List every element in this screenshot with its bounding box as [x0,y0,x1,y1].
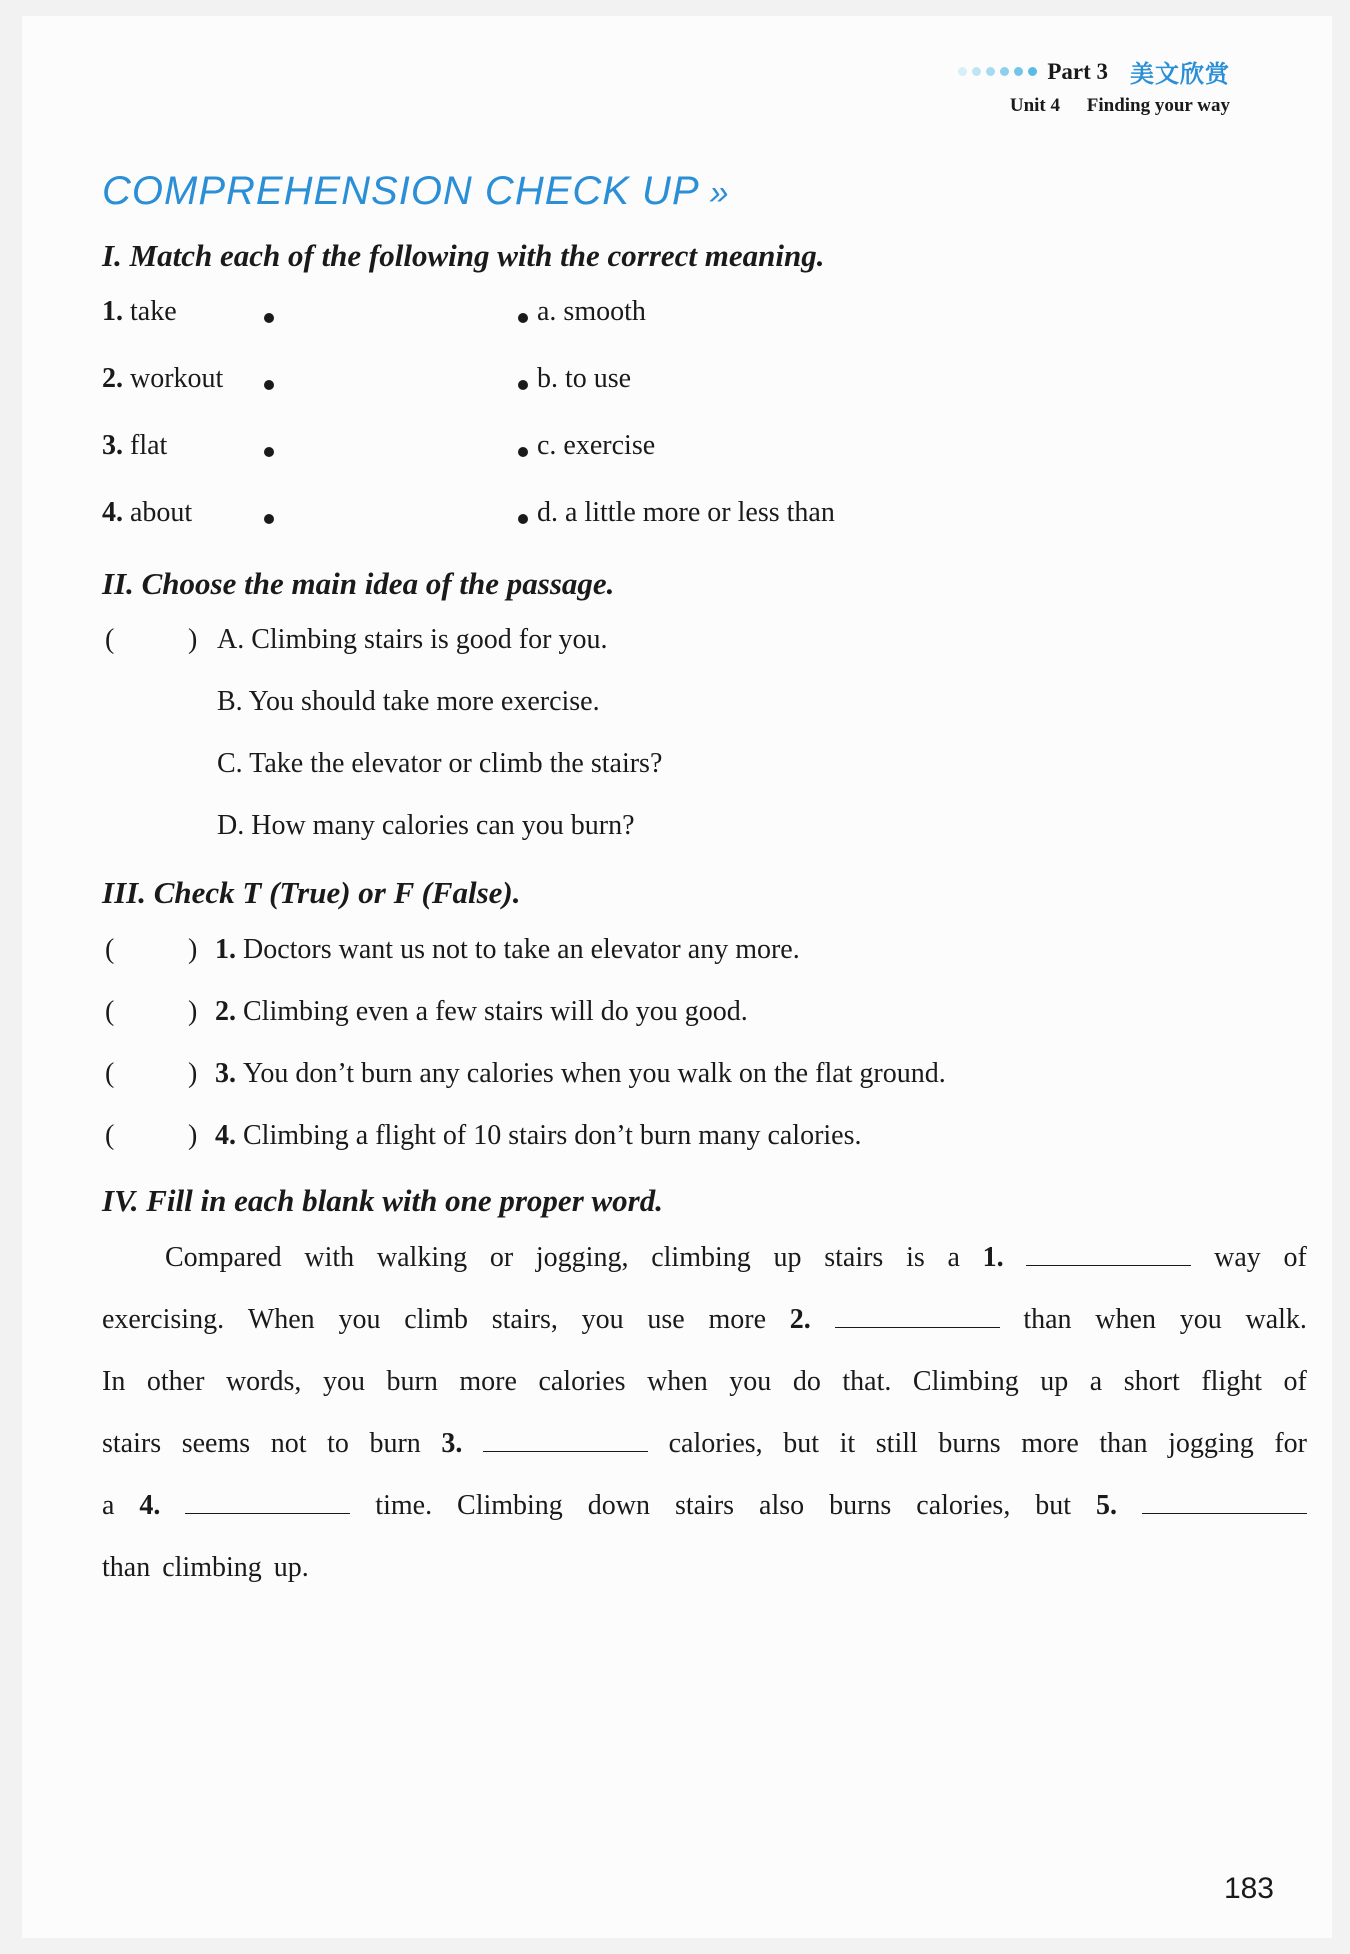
tf-statement: Doctors want us not to take an elevator any more. [243,934,800,965]
paragraph-word: but [783,1428,820,1459]
match-dot-right[interactable] [518,313,528,323]
paragraph-word: stairs [674,1490,735,1521]
tf-item-2 [215,996,748,1028]
paragraph-word: stairs [102,1428,162,1459]
paragraph-word: but [1035,1490,1072,1521]
paragraph-word: seems [181,1428,251,1459]
fill-blank-input[interactable] [185,1493,350,1514]
match-meaning-b: b. to use [537,363,632,394]
para-line [102,1552,1307,1584]
paragraph-word: use [647,1304,685,1335]
paragraph-word: calories, [668,1428,763,1459]
fill-blank-input[interactable] [1142,1493,1307,1514]
paragraph-word: you [322,1366,365,1397]
match-left-4 [102,497,192,529]
paragraph-word: also [759,1490,805,1521]
para-line [165,1242,1307,1274]
fill-blank-input[interactable] [483,1431,648,1452]
answer-paren-open: ( [105,934,115,965]
decorative-dots [958,67,1037,76]
paragraph-word: more [1021,1428,1079,1459]
para-line [102,1366,1307,1398]
paragraph-word: stairs [824,1242,884,1273]
paragraph-word: When [247,1304,315,1335]
part-chinese-title: 美文欣赏 [1130,60,1230,88]
tf-statement: Climbing even a few stairs will do you good. [243,996,748,1027]
para-line [102,1428,1307,1460]
match-word: workout [130,363,224,394]
paragraph-word: than [1023,1304,1072,1335]
paragraph-word: of [1283,1242,1307,1273]
dot-icon [1000,67,1009,76]
paragraph-word: a [1089,1366,1103,1397]
part1-heading: I. Match each of the following with the correct meaning. [102,238,825,273]
paragraph-word: that. [842,1366,892,1397]
paragraph-word: do [792,1366,821,1397]
answer-paren-open: ( [105,1058,115,1089]
match-dot-left[interactable] [264,380,274,390]
item-number: 2. [102,363,123,394]
item-number: 4. [215,1120,236,1151]
paragraph-word: to [327,1428,349,1459]
paragraph-word: than [102,1552,151,1583]
paragraph-word: or [489,1242,514,1273]
option-d: D. How many calories can you burn? [217,810,635,841]
blank-number: 4. [139,1490,161,1521]
paragraph-word: you [729,1366,772,1397]
paragraph-word: it [839,1428,856,1459]
option-c: C. Take the elevator or climb the stairs? [217,748,663,779]
item-number: 1. [215,934,236,965]
tf-item-1 [215,934,800,966]
match-dot-right[interactable] [518,447,528,457]
match-word: flat [130,430,168,461]
blank-number: 1. [982,1242,1004,1273]
answer-paren-open: ( [105,1120,115,1151]
paragraph-word: Compared [165,1242,282,1273]
answer-paren-close[interactable]: ) [188,1058,198,1089]
item-number: 3. [215,1058,236,1089]
tf-item-4 [215,1120,862,1152]
paragraph-word: burn [386,1366,438,1397]
paragraph-word: jogging, [535,1242,629,1273]
page [22,16,1332,1938]
paragraph-word: exercising. [102,1304,225,1335]
blank-number: 2. [789,1304,811,1335]
item-number: 1. [102,296,123,327]
match-dot-left[interactable] [264,313,274,323]
option-b: B. You should take more exercise. [217,686,600,717]
match-dot-left[interactable] [264,447,274,457]
paragraph-word: calories [538,1366,626,1397]
paragraph-word: up [773,1242,802,1273]
dot-icon [1014,67,1023,76]
paragraph-word: climbing [651,1242,751,1273]
paragraph-word: with [304,1242,355,1273]
match-left-2 [102,363,223,395]
answer-paren-close[interactable]: ) [188,624,198,655]
blank-number: 5. [1096,1490,1118,1521]
dot-icon [986,67,995,76]
paragraph-word: you [1179,1304,1222,1335]
answer-paren-open: ( [105,996,115,1027]
match-dot-right[interactable] [518,514,528,524]
dot-icon [1028,67,1037,76]
paragraph-word: down [587,1490,650,1521]
paragraph-word: stairs, [491,1304,558,1335]
part2-heading: II. Choose the main idea of the passage. [102,566,615,601]
paragraph-word: is [906,1242,925,1273]
paragraph-word: not [270,1428,307,1459]
match-left-1 [102,296,177,328]
page-number: 183 [1223,1872,1274,1905]
section-title-text: COMPREHENSION CHECK UP [102,169,700,213]
match-meaning-a: a. smooth [537,296,646,327]
match-word: take [130,296,177,327]
paragraph-word: than [1099,1428,1148,1459]
paragraph-word: of [1283,1366,1307,1397]
paragraph-word: when [1095,1304,1156,1335]
paragraph-word: you [581,1304,624,1335]
paragraph-word: short [1123,1366,1180,1397]
paragraph-word: up [1040,1366,1069,1397]
item-number: 3. [102,430,123,461]
section-title [102,169,730,214]
answer-paren-open: ( [105,624,115,655]
paragraph-word: burns [938,1428,1001,1459]
tf-statement: Climbing a flight of 10 stairs don’t burn many calories. [243,1120,862,1151]
fill-blank-input[interactable] [835,1307,1000,1328]
paragraph-word: more [708,1304,767,1335]
paragraph-word: more [459,1366,517,1397]
para-line [102,1490,1307,1522]
paragraph-word: Climbing [912,1366,1019,1397]
unit-label: Unit 4 [1009,95,1060,116]
paragraph-word: still [875,1428,918,1459]
paragraph-word: way [1214,1242,1261,1273]
part3-heading: III. Check T (True) or F (False). [102,875,521,910]
paragraph-word: In [102,1366,126,1397]
dot-icon [972,67,981,76]
paragraph-word: time. [375,1490,433,1521]
match-dot-left[interactable] [264,514,274,524]
double-chevron-icon: » [709,174,730,212]
paragraph-word: burns [829,1490,892,1521]
paragraph-word: calories, [916,1490,1011,1521]
item-number: 2. [215,996,236,1027]
paragraph-word: when [647,1366,708,1397]
paragraph-word: a [947,1242,960,1273]
paragraph-word: walk. [1245,1304,1307,1335]
paragraph-word: words, [225,1366,302,1397]
paragraph-word: a [102,1490,115,1521]
answer-paren-close[interactable]: ) [188,996,198,1027]
part4-heading: IV. Fill in each blank with one proper word. [102,1183,663,1218]
tf-statement: You don’t burn any calories when you walk on the flat ground. [243,1058,946,1089]
dot-icon [958,67,967,76]
match-left-3 [102,430,167,462]
answer-paren-close[interactable]: ) [188,1120,198,1151]
item-number: 4. [102,497,123,528]
option-a: A. Climbing stairs is good for you. [217,624,608,655]
tf-item-3 [215,1058,946,1090]
match-meaning-d: d. a little more or less than [537,497,835,528]
blank-number: 3. [441,1428,463,1459]
paragraph-word: walking [376,1242,468,1273]
paragraph-word: jogging [1168,1428,1254,1459]
paragraph-word: up. [273,1552,309,1583]
paragraph-word: climbing [162,1552,262,1583]
paragraph-word: burn [369,1428,421,1459]
para-line [102,1304,1307,1336]
paragraph-word: Climbing [457,1490,563,1521]
page-header [958,54,1230,117]
match-meaning-c: c. exercise [537,430,656,461]
match-dot-right[interactable] [518,380,528,390]
paragraph-word: flight [1201,1366,1262,1397]
paragraph-word: you [338,1304,381,1335]
paragraph-word: climb [404,1304,468,1335]
answer-paren-close[interactable]: ) [188,934,198,965]
match-word: about [130,497,193,528]
part-label: Part 3 [1047,58,1108,84]
paragraph-word: for [1274,1428,1307,1459]
fill-blank-input[interactable] [1026,1245,1191,1266]
unit-title: Finding your way [1086,95,1230,116]
paragraph-word: other [146,1366,205,1397]
